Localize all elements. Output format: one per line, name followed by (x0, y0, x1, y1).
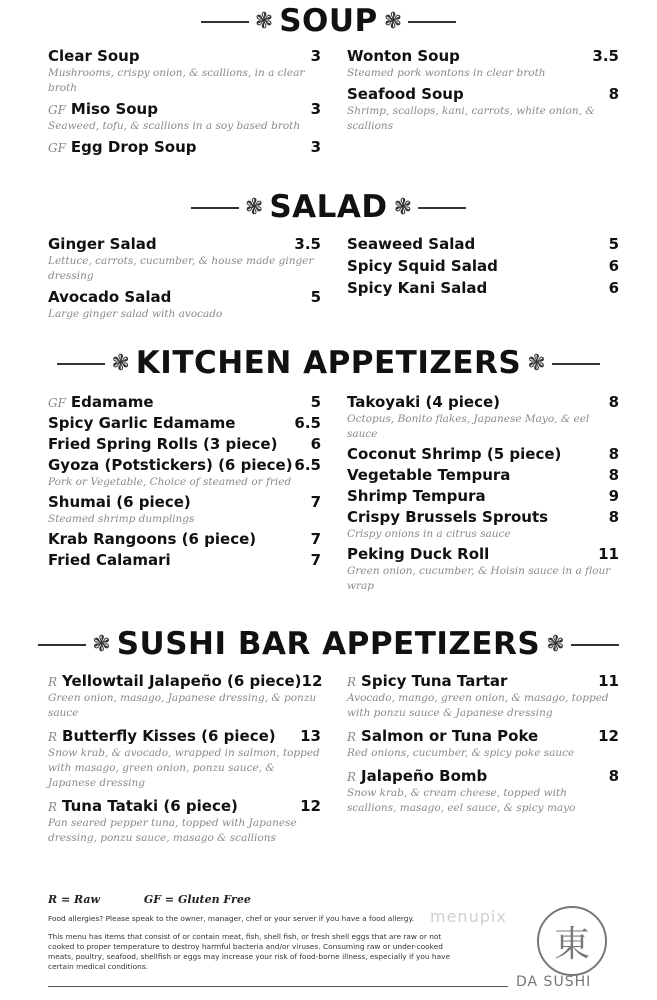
ornament-icon: ❃ (111, 350, 130, 376)
salad-heading (0, 189, 657, 225)
menu-item-name: Shrimp Tempura (347, 487, 486, 505)
menu-item-description: Avocado, mango, green onion, & masago, topped with ponzu sauce & Japanese dressing (347, 692, 609, 719)
gluten-free-tag: GF (48, 396, 66, 410)
menu-item (347, 257, 619, 275)
menu-item-price: 5 (310, 393, 321, 411)
menu-item (48, 493, 321, 527)
menu-item-name: Coconut Shrimp (5 piece) (347, 445, 562, 463)
sushi-title: SUSHI BAR APPETIZERS (116, 626, 541, 662)
menu-item (48, 47, 321, 96)
menu-item (48, 551, 321, 569)
menu-item-price: 3.5 (294, 235, 321, 253)
raw-tag: R (48, 800, 58, 814)
soup-right-column (347, 47, 619, 138)
divider (201, 21, 249, 23)
menu-item-price: 11 (598, 672, 619, 690)
menu-item-name: Spicy Garlic Edamame (48, 414, 236, 432)
menu-item-title (347, 445, 561, 463)
salad-title: SALAD (269, 189, 388, 225)
menu-item (48, 393, 321, 411)
menu-item-row (48, 456, 321, 474)
menu-item (48, 727, 321, 791)
menu-item-price: 5 (608, 235, 619, 253)
menu-item-price: 5 (310, 288, 321, 306)
ornament-icon: ❃ (527, 350, 546, 376)
menu-item-title (48, 47, 140, 65)
watermark: menupix (430, 907, 507, 926)
menu-item-price: 8 (608, 508, 619, 526)
menu-item-description: Steamed pork wontons in clear broth (347, 67, 546, 79)
menu-item-title (347, 257, 498, 275)
menu-item-price: 12 (300, 797, 321, 815)
menu-item-name: Spicy Squid Salad (347, 257, 498, 275)
menu-item-description: Pork or Vegetable, Choice of steamed or fried (48, 476, 292, 488)
menu-item (48, 456, 321, 490)
menu-item-name: Peking Duck Roll (347, 545, 490, 563)
menu-item-title (347, 727, 538, 745)
menu-item-price: 12 (598, 727, 619, 745)
menu-item-row (347, 47, 619, 65)
menu-item-row (48, 727, 321, 745)
menu-item-title (48, 393, 154, 411)
menu-item-row (48, 288, 321, 306)
raw-tag: R (48, 730, 58, 744)
menu-item-title (347, 466, 510, 484)
menu-item (48, 288, 321, 322)
menu-item (48, 414, 321, 432)
menu-item-name: Miso Soup (70, 100, 158, 118)
menu-item-name: Fried Calamari (48, 551, 171, 569)
menu-item-price: 3.5 (592, 47, 619, 65)
menu-item-title (347, 767, 487, 785)
raw-tag: R (347, 770, 357, 784)
menu-item (48, 435, 321, 453)
menu-item-row (48, 100, 321, 118)
menu-item-name: Krab Rangoons (6 piece) (48, 530, 257, 548)
ornament-icon: ❃ (244, 194, 264, 220)
legend-gluten-free: GF = Gluten Free (143, 893, 251, 906)
kitchen-title: KITCHEN APPETIZERS (135, 345, 522, 381)
ornament-icon: ❃ (393, 194, 413, 220)
menu-item-title (347, 508, 548, 526)
menu-item-price: 6.5 (294, 456, 321, 474)
divider (191, 207, 239, 209)
menu-item-title (48, 493, 191, 511)
menu-item-row (347, 508, 619, 526)
menu-item-price: 8 (608, 767, 619, 785)
allergy-note: Food allergies? Please speak to the owner, manager, chef or your server if you have a food allergy. (48, 914, 415, 923)
menu-item (347, 487, 619, 505)
menu-item-price: 6 (608, 257, 619, 275)
menu-item (347, 279, 619, 297)
menu-item-row (347, 767, 619, 785)
menu-item-price: 6.5 (294, 414, 321, 432)
menu-item-name: Seaweed Salad (347, 235, 476, 253)
menu-item-description: Seaweed, tofu, & scallions in a soy based broth (48, 120, 301, 132)
raw-tag: R (347, 675, 357, 689)
menu-item-row (48, 414, 321, 432)
kitchen-left-column (48, 393, 321, 572)
menu-item-description: Shrimp, scallops, kani, carrots, white onion, & scallions (347, 105, 595, 132)
menu-item-title (48, 414, 235, 432)
menu-item (347, 47, 619, 81)
brand-logo-icon (537, 906, 607, 976)
menu-item-name: Crispy Brussels Sprouts (347, 508, 549, 526)
brand-name: DA SUSHI (516, 974, 592, 990)
menu-item-row (48, 797, 321, 815)
menu-item-title (347, 393, 500, 411)
soup-heading (0, 3, 657, 39)
menu-item-name: Vegetable Tempura (347, 466, 511, 484)
menu-item (347, 445, 619, 463)
divider (48, 986, 508, 987)
menu-item-name: Butterfly Kisses (6 piece) (62, 727, 276, 745)
logo-glyph: 東 (553, 923, 590, 965)
menu-item-title (48, 727, 276, 745)
menu-item-name: Clear Soup (48, 47, 140, 65)
menu-item-name: Gyoza (Potstickers) (6 piece) (48, 456, 293, 474)
menu-item (347, 466, 619, 484)
soup-title: SOUP (279, 3, 378, 39)
menu-item-price: 11 (598, 545, 619, 563)
menu-item-description: Mushrooms, crispy onion, & scallions, in a clear broth (48, 67, 305, 94)
salad-right-column (347, 235, 619, 301)
menu-item-price: 7 (310, 530, 321, 548)
gluten-free-tag: GF (48, 103, 66, 117)
sushi-right-column (347, 672, 619, 822)
menu-item-title (347, 487, 486, 505)
menu-item-description: Lettuce, carrots, cucumber, & house made ginger dressing (48, 255, 314, 282)
menu-item (48, 138, 321, 156)
menu-item-price: 9 (608, 487, 619, 505)
menu-item-row (347, 466, 619, 484)
menu-item-row (347, 487, 619, 505)
menu-item-row (347, 727, 619, 745)
menu-item-price: 8 (608, 445, 619, 463)
menu-item-price: 12 (301, 672, 323, 690)
menu-item-title (347, 672, 507, 690)
kitchen-heading (0, 345, 657, 381)
kitchen-right-column (347, 393, 619, 597)
menu-item (48, 235, 321, 284)
menu-item-description: Steamed shrimp dumplings (48, 513, 195, 525)
menu-item (347, 393, 619, 442)
menu-item-title (48, 551, 171, 569)
menu-item-row (48, 435, 321, 453)
menu-item-description: Green onion, masago, Japanese dressing, & ponzu sauce (48, 692, 317, 719)
menu-item (48, 530, 321, 548)
menu-item-name: Fried Spring Rolls (3 piece) (48, 435, 278, 453)
gluten-free-tag: GF (48, 141, 66, 155)
menu-item (48, 100, 321, 134)
menu-item-name: Shumai (6 piece) (48, 493, 191, 511)
raw-tag: R (48, 675, 58, 689)
menu-item-title (347, 545, 489, 563)
menu-item-price: 8 (608, 466, 619, 484)
raw-tag: R (347, 730, 357, 744)
menu-item-name: Salmon or Tuna Poke (361, 727, 539, 745)
menu-item (347, 672, 619, 721)
menu-item-row (347, 85, 619, 103)
menu-item (347, 85, 619, 134)
divider (38, 644, 86, 646)
menu-item-description: Snow krab, & avocado, wrapped in salmon, topped with masago, green onion, ponzu sauce, & Japanese dressing (48, 747, 320, 789)
menu-item-description: Green onion, cucumber, & Hoisin sauce in a flour wrap (347, 565, 611, 592)
sushi-left-column (48, 672, 321, 852)
menu-item-description: Red onions, cucumber, & spicy poke sauce (347, 747, 575, 759)
menu-item-title (48, 672, 302, 690)
menu-item-row (48, 672, 321, 690)
divider (57, 363, 105, 365)
menu-item-description: Snow krab, & cream cheese, topped with scallions, masago, eel sauce, & spicy mayo (347, 787, 576, 814)
menu-item-title (48, 456, 293, 474)
menu-item-price: 6 (310, 435, 321, 453)
menu-item-row (347, 235, 619, 253)
ornament-icon: ❃ (546, 631, 565, 657)
soup-left-column (48, 47, 321, 160)
menu-item-row (347, 279, 619, 297)
menu-item (347, 767, 619, 816)
menu-item-row (347, 257, 619, 275)
menu-item (347, 235, 619, 253)
menu-item-row (48, 235, 321, 253)
menu-item (347, 545, 619, 594)
salad-left-column (48, 235, 321, 326)
ornament-icon: ❃ (383, 8, 403, 34)
menu-item-description: Crispy onions in a citrus sauce (347, 528, 511, 540)
menu-item-row (347, 393, 619, 411)
menu-item-description: Octopus, Bonito flakes, Japanese Mayo, & eel sauce (347, 413, 590, 440)
menu-item-name: Tuna Tataki (6 piece) (62, 797, 238, 815)
menu-item-name: Spicy Tuna Tartar (361, 672, 508, 690)
menu-item (347, 727, 619, 761)
menu-item-price: 6 (608, 279, 619, 297)
menu-item-row (347, 545, 619, 563)
legend-raw: R = Raw (48, 893, 101, 906)
menu-item-title (347, 85, 464, 103)
menu-item-title (48, 797, 238, 815)
menu-item-title (48, 288, 171, 306)
menu-item-price: 8 (608, 393, 619, 411)
menu-item-row (48, 393, 321, 411)
menu-item-name: Takoyaki (4 piece) (347, 393, 501, 411)
menu-item-row (48, 47, 321, 65)
menu-item-name: Avocado Salad (48, 288, 172, 306)
menu-item-row (347, 672, 619, 690)
divider (408, 21, 456, 23)
menu-item-row (48, 138, 321, 156)
menu-item-name: Ginger Salad (48, 235, 157, 253)
menu-item-row (48, 551, 321, 569)
menu-item-row (48, 530, 321, 548)
menu-item-title (347, 47, 460, 65)
ornament-icon: ❃ (92, 631, 111, 657)
menu-item-name: Wonton Soup (347, 47, 460, 65)
menu-item (347, 508, 619, 542)
menu-item-price: 7 (310, 493, 321, 511)
menu-item-price: 3 (310, 138, 321, 156)
menu-item-name: Jalapeño Bomb (361, 767, 488, 785)
menu-item-price: 7 (310, 551, 321, 569)
menu-item-title (48, 100, 158, 118)
menu-item-name: Seafood Soup (347, 85, 464, 103)
menu-item-name: Spicy Kani Salad (347, 279, 488, 297)
divider (571, 644, 619, 646)
menu-item-title (347, 235, 475, 253)
menu-item-price: 3 (310, 100, 321, 118)
sushi-heading (0, 626, 657, 662)
menu-item-title (48, 138, 197, 156)
divider (418, 207, 466, 209)
menu-item-title (347, 279, 487, 297)
menu-item-description: Large ginger salad with avocado (48, 308, 223, 320)
menu-item-price: 8 (608, 85, 619, 103)
menu-item-price: 13 (300, 727, 321, 745)
ornament-icon: ❃ (254, 8, 274, 34)
menu-item-row (48, 493, 321, 511)
divider (552, 363, 600, 365)
legend (48, 893, 291, 906)
menu-item-description: Pan seared pepper tuna, topped with Japanese dressing, ponzu sauce, masago & scallions (48, 817, 297, 844)
menu-item-title (48, 235, 157, 253)
menu-item-price: 3 (310, 47, 321, 65)
menu-item-title (48, 435, 277, 453)
menu-item (48, 797, 321, 846)
menu-item-name: Yellowtail Jalapeño (6 piece) (62, 672, 302, 690)
menu-item-title (48, 530, 256, 548)
menu-item-name: Edamame (70, 393, 154, 411)
menu-item (48, 672, 321, 721)
menu-item-row (347, 445, 619, 463)
menu-item-name: Egg Drop Soup (70, 138, 197, 156)
raw-warning: This menu has items that consist of or contain meat, fish, shell fish, or fresh shell eggs that are raw or not cooked to proper temperature to destroy harmful bacteria and/or viruses. Consuming raw or under-cooked meats, poultry, seafood, shellfish or eggs may increase your risk of food-borne illness, especially if you have certain medical conditions. (48, 932, 451, 971)
